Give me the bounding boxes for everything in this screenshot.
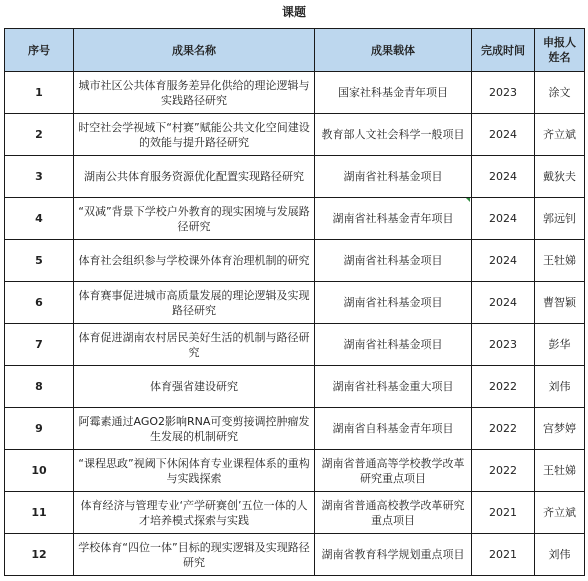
cell-result-carrier: 湖南省社科基金项目: [315, 282, 472, 324]
cell-completion-time: 2021: [472, 492, 535, 534]
header-serial-number: 序号: [5, 29, 74, 72]
cell-applicant-name: 刘伟: [535, 534, 585, 576]
cell-serial-number: 2: [5, 114, 74, 156]
header-completion-time: 完成时间: [472, 29, 535, 72]
cell-completion-time: 2022: [472, 366, 535, 408]
header-result-name: 成果名称: [74, 29, 315, 72]
cell-completion-time: 2024: [472, 156, 535, 198]
cell-result-name: 体育经济与管理专业‘产学研赛创’五位一体的人才培养模式探索与实践: [74, 492, 315, 534]
table-row: [5, 198, 585, 240]
cell-completion-time: 2022: [472, 408, 535, 450]
cell-result-carrier: 湖南省社科基金项目: [315, 240, 472, 282]
table-row: [5, 324, 585, 366]
table-row: [5, 156, 585, 198]
cell-serial-number: 6: [5, 282, 74, 324]
cell-serial-number: 9: [5, 408, 74, 450]
cell-result-carrier: 湖南省自科基金青年项目: [315, 408, 472, 450]
table-row: [5, 450, 585, 492]
cell-completion-time: 2024: [472, 114, 535, 156]
cell-applicant-name: 宫梦婷: [535, 408, 585, 450]
cell-applicant-name: 涂文: [535, 72, 585, 114]
cell-completion-time: 2022: [472, 450, 535, 492]
cell-result-name: 阿霉素通过AGO2影响RNA可变剪接调控肿瘤发生发展的机制研究: [74, 408, 315, 450]
cell-result-carrier: 湖南省社科基金项目: [315, 156, 472, 198]
results-table: [4, 28, 585, 576]
cell-serial-number: 10: [5, 450, 74, 492]
cell-serial-number: 3: [5, 156, 74, 198]
cell-applicant-name: 曹智颖: [535, 282, 585, 324]
cell-result-carrier: 湖南省普通高校教学改革研究重点项目: [315, 492, 472, 534]
cell-serial-number: 8: [5, 366, 74, 408]
cell-serial-number: 1: [5, 72, 74, 114]
cell-result-name: 城市社区公共体育服务差异化供给的理论逻辑与实践路径研究: [74, 72, 315, 114]
cell-result-name: “双减”背景下学校户外教育的现实困境与发展路径研究: [74, 198, 315, 240]
table-row: [5, 534, 585, 576]
cell-applicant-name: 王牡娣: [535, 450, 585, 492]
cell-result-name: 体育强省建设研究: [74, 366, 315, 408]
cell-applicant-name: 齐立斌: [535, 492, 585, 534]
cell-result-carrier: 湖南省社科基金青年项目: [315, 198, 472, 240]
table-row: [5, 72, 585, 114]
cell-comment-marker: [466, 198, 470, 202]
cell-result-carrier: 湖南省普通高等学校教学改革研究重点项目: [315, 450, 472, 492]
header-applicant-name: 申报人姓名: [535, 29, 585, 72]
table-body: [5, 72, 585, 576]
cell-result-name: 体育赛事促进城市高质量发展的理论逻辑及实现路径研究: [74, 282, 315, 324]
table-row: [5, 366, 585, 408]
cell-result-name: 体育促进湖南农村居民美好生活的机制与路径研究: [74, 324, 315, 366]
table-caption: 课题: [281, 5, 306, 19]
cell-result-name: “课程思政”视阈下休闲体育专业课程体系的重构与实践探索: [74, 450, 315, 492]
table-header: [5, 29, 585, 72]
table-row: [5, 492, 585, 534]
cell-serial-number: 4: [5, 198, 74, 240]
header-result-carrier: 成果载体: [315, 29, 472, 72]
cell-result-carrier: 国家社科基金青年项目: [315, 72, 472, 114]
cell-result-carrier: 教育部人文社会科学一般项目: [315, 114, 472, 156]
cell-serial-number: 7: [5, 324, 74, 366]
table-row: [5, 282, 585, 324]
cell-applicant-name: 王牡娣: [535, 240, 585, 282]
cell-serial-number: 12: [5, 534, 74, 576]
cell-result-name: 学校体育“四位一体”目标的现实逻辑及实现路径研究: [74, 534, 315, 576]
cell-result-name: 体育社会组织参与学校课外体育治理机制的研究: [74, 240, 315, 282]
cell-applicant-name: 郭远钊: [535, 198, 585, 240]
cell-completion-time: 2023: [472, 324, 535, 366]
cell-serial-number: 5: [5, 240, 74, 282]
cell-result-name: 时空社会学视域下“村赛”赋能公共文化空间建设的效能与提升路径研究: [74, 114, 315, 156]
cell-completion-time: 2024: [472, 198, 535, 240]
cell-applicant-name: 齐立斌: [535, 114, 585, 156]
cell-applicant-name: 戴狄夫: [535, 156, 585, 198]
cell-result-carrier: 湖南省社科基金重大项目: [315, 366, 472, 408]
cell-applicant-name: 刘伟: [535, 366, 585, 408]
cell-result-carrier: 湖南省社科基金项目: [315, 324, 472, 366]
cell-completion-time: 2023: [472, 72, 535, 114]
cell-applicant-name: 彭华: [535, 324, 585, 366]
cell-completion-time: 2021: [472, 534, 535, 576]
cell-serial-number: 11: [5, 492, 74, 534]
cell-completion-time: 2024: [472, 282, 535, 324]
table-row: [5, 408, 585, 450]
table-row: [5, 114, 585, 156]
cell-result-carrier: 湖南省教育科学规划重点项目: [315, 534, 472, 576]
table-row: [5, 240, 585, 282]
cell-result-name: 湖南公共体育服务资源优化配置实现路径研究: [74, 156, 315, 198]
cell-completion-time: 2024: [472, 240, 535, 282]
